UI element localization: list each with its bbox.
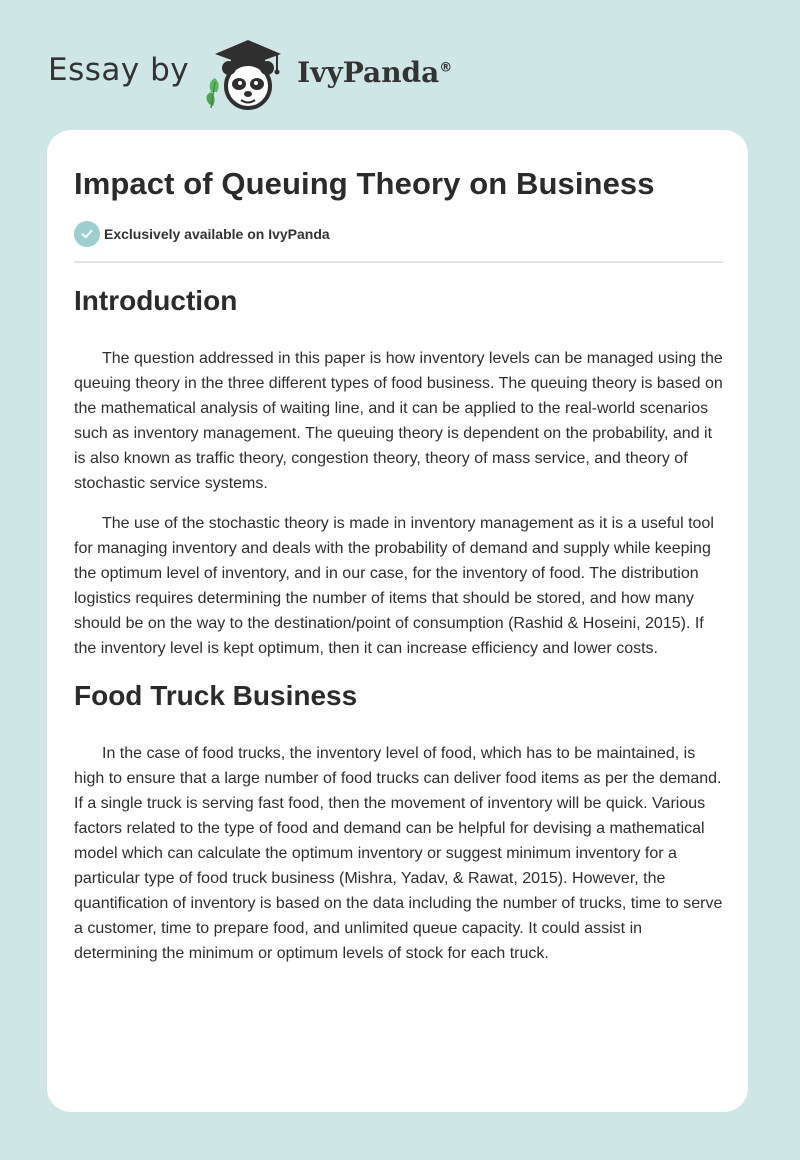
section-food-truck-business	[74, 677, 724, 966]
essay-by-label: Essay by	[48, 52, 190, 88]
exclusive-badge	[74, 221, 330, 247]
essay-content	[74, 282, 724, 981]
paragraph: The question addressed in this paper is how inventory levels can be managed using the queuing theory in the three different types of food business. The queuing theory is based on the mathematical analysis of waiting line, and it can be applied to the real-world scenarios such as inventory management. The queuing theory is dependent on the probability, and it is also known as traffic theory, congestion theory, theory of mass service, and theory of stochastic service systems.	[74, 350, 723, 492]
paragraph: The use of the stochastic theory is made in inventory management as it is a useful tool for managing inventory and deals with the probability of demand and supply while keeping the optimum level of inventory, and in our case, for the inventory of food. The distribution logistics requires determining the number of items that should be stored, and how many should be on the way to the destination/point of consumption (Rashid & Hoseini, 2015). If the inventory level is kept optimum, then it can increase efficiency and lower costs.	[74, 515, 714, 657]
page-title: Impact of Queuing Theory on Business	[74, 166, 655, 201]
site-header	[48, 34, 452, 114]
brand-name[interactable]: IvyPanda®	[297, 55, 453, 89]
check-icon	[74, 221, 100, 247]
essay-card	[47, 130, 748, 1112]
ivypanda-logo-icon[interactable]	[203, 34, 293, 114]
exclusive-label: Exclusively available on IvyPanda	[104, 226, 330, 242]
paragraph: In the case of food trucks, the inventory level of food, which has to be maintained, is high to ensure that a large number of food trucks can deliver food items as per the demand. If a single truck is serving fast food, then the movement of inventory will be quick. Various factors related to the type of food and demand can be helpful for devising a mathematical model which can calculate the optimum inventory or suggest minimum inventory for a particular type of food truck business (Mishra, Yadav, & Rawat, 2015). However, the quantification of inventory is based on the data including the number of trucks, time to serve a customer, time to prepare food, and unlimited queue capacity. It could assist in determining the minimum or optimum levels of stock for each truck.	[74, 745, 723, 962]
section-heading: Food Truck Business	[74, 680, 358, 711]
title-divider	[74, 261, 723, 263]
section-heading: Introduction	[74, 285, 238, 316]
section-introduction	[74, 282, 724, 661]
